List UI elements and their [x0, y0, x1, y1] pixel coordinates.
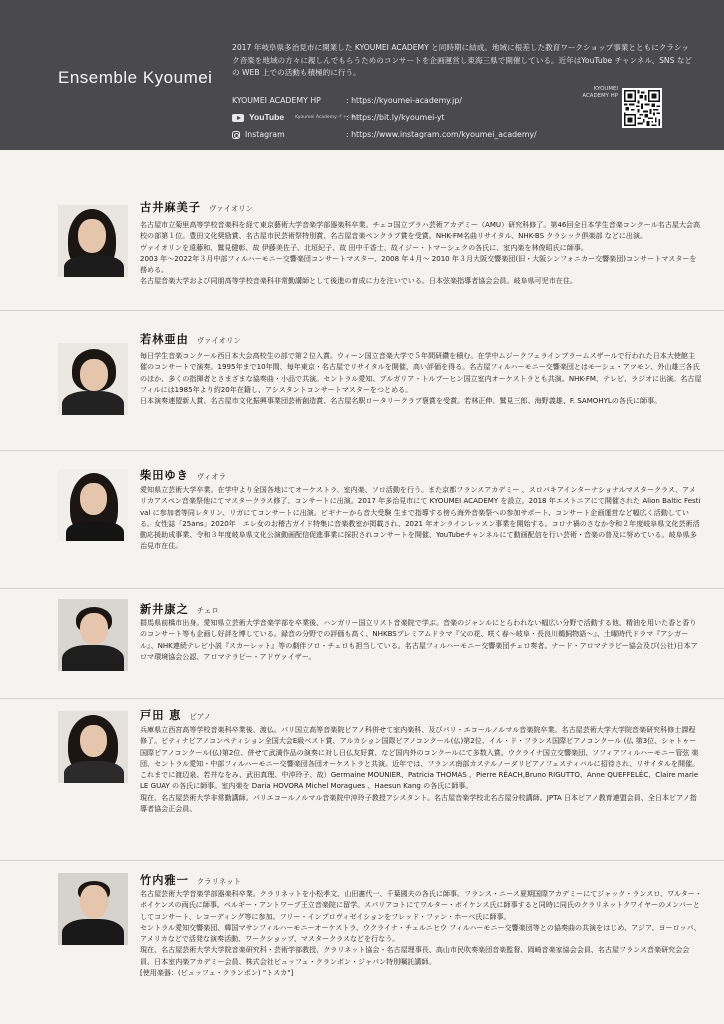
member-name: 戸田 恵 — [140, 709, 182, 722]
member-instrument: ヴァイオリン — [196, 336, 241, 345]
youtube-channel-note: Kyoumei Academy チャンネル — [295, 115, 361, 120]
member-bio: 名古屋芸術大学音楽学部器楽科卒業。クラリネットを小松孝文、山田憲代一、千葉國夫の各氏に師事。フランス・ニース夏期国際アカデミーにてジャック・ランスロ、ワルター・ボイケンスの両氏に師事。ベルギー・アントワープ王立音楽院に留学。スパリアコトにてワルター・ボイケンス氏に師事すると同時に同氏のクラリネットクワイヤーのメンバーとしてコンサート、レコーディング等に参加。フリー・インプロヴィゼイションをフレッド・ファン・ホーベ氏に師事。 セントラル愛知交響楽団、韓国マサンフィルハーモニーオーケストラ、ウクライナ・チェルニヒウ フィルハーモニー交響楽団等との協奏曲の共演をはじめ、アジア、ヨーロッパ、アメリカなどで活発な演奏活動、ワークショップ、マスタークラスなどを行なう。 現在、名古屋芸術大学大学院音楽研究科・芸術学部教授、クラリネット協会・名古屋理事長、高山市民吹奏楽団音楽監督、岡崎音楽家協会会員、名古屋フランス音楽研究会会員、日本室内楽アカデミー会員、株式会社ビュッフェ・クランポン・ジャパン特別嘱託講師。 [使用楽器：(ビュッフェ・クランポン) "トスカ"] — [140, 889, 702, 978]
member-block — [0, 450, 724, 583]
member-heading — [140, 601, 219, 617]
member-block — [0, 175, 724, 305]
member-block — [0, 698, 724, 864]
link-label-hp: KYOUMEI ACADEMY HP — [232, 96, 321, 105]
member-name: 竹内雅一 — [140, 874, 189, 887]
member-heading — [140, 872, 241, 888]
member-name: 古井麻美子 — [140, 201, 201, 214]
member-photo — [58, 343, 128, 415]
member-bio: 毎日学生音楽コンクール西日本大会高校生の部で第２位入賞。ウィーン国立音楽大学で５年間研鑽を積む。在学中ムジークフェラインブラームスザールで行われた日本大使館主催のコンサートで演奏。1995年まで10年間、毎年東京・名古屋でリサイタルを開催、高い評価を得る。名古屋フィルハーモニー交響楽団とはモーシェ・アツモン、外山雄三各氏のほか、多くの指揮者とさまざまな協奏曲・小品で共演。セントラル愛知、ブルガリア・トルブーヒン国立室内オーケストラとも共演。NHK-FM、テレビ、ラジオに出演。名古屋フィルには1985年より約20年在籍し、アシスタントコンサートマスターをつとめる。 日本演奏連盟新人賞、名古屋市文化振興事業団芸術創造賞、名古屋名駅ロータリークラブ褒賞を受賞。若林正伸、鷲見三郎、海野義雄、F. SAMOHYLの各氏に師事。 — [140, 351, 702, 406]
member-heading — [140, 331, 241, 347]
member-photo — [58, 711, 128, 783]
member-heading — [140, 467, 226, 483]
qr-code-icon[interactable] — [622, 88, 662, 128]
link-url-youtube[interactable]: : https://bit.ly/kyoumei-yt — [346, 113, 445, 122]
link-label-youtube: YouTube Kyoumei Academy チャンネル — [232, 109, 360, 126]
link-url-instagram[interactable]: : https://www.instagram.com/kyoumei_academy/ — [346, 130, 537, 139]
member-photo — [58, 873, 128, 945]
member-bio: 兵庫県立西宮高等学校音楽科卒業後、渡仏。パリ国立高等音楽院ピアノ科併せて室内楽科、及びパリ・エコールノルマル音楽院卒業。名古屋芸術大学大学院音楽研究科修士課程修了。ピティナピアノコンペティション全国大会E級ベスト賞、アルカション国際ピアノコンクール(仏)第2位、イル・ド・フランス国際ピアノコンクール (仏 第3位、シャトゥー国際ピアノコンクール(仏)第2位、併せて武満作品の演奏に対し日仏友好賞、など国内外のコンクールにて多数入賞。ウクライナ国立交響楽団、ソフィアフィルハーモニー管弦 楽団、セントラル愛知・中部フィルハーモニー交響楽団各団オーケストラと共演。近年では、フランス南部カステルノーダリピアノフェスティバルに招待され、リサイタルを開催。これまでに渡辺泉、若井なをみ、武田真理、中沖玲子、故）Germaine MOUNIER、Patricia THOMAS 、Pierre RÉACH,Bruno RIGUTTO、Anne QUEFFELÉC、Claire marie LE GUAY の各氏に師事。室内楽を Daria HOVORA Michel Moragues 、Haesun Kang の各氏に師事。 現在、名古屋芸術大学非常勤講師。パリエコールノルマル音楽院中沖玲子教授アシスタント。名古屋音楽学校北名古屋分校講師。JPTA 日本ピアノ教育連盟会員、全日本ピアノ指導者協会正会員。 — [140, 725, 700, 814]
link-row-youtube[interactable] — [232, 109, 592, 126]
member-instrument: チェロ — [196, 606, 219, 615]
youtube-icon — [232, 114, 244, 122]
member-name: 柴田ゆき — [140, 469, 189, 482]
member-bio: 愛知県立芸術大学卒業。在学中より全国各地にてオーケストラ、室内楽、ソロ活動を行う。また京都フランスアカデミー 、スロバキアインターナショナルマスタークラス、アメリカアスペン音楽祭他にてマスタークラス修了、コンサートに出演。2017 年多治見市にて KYOUMEI ACADEMY を設立。2018 年エストニアにて開催された Alion Baltic Festival に参加者等同レタリン、リガにてコンサートに出演。ビギナーから音大受験 生まで指導する傍ら海外音楽祭への参加サポート、コンサート企画運営など幅広く活動している。女性誌「25ans」2020年 エレ女のお稽古ガイド特集に音楽教室が掲載され、2021 年オンラインレッスン事業を開始する。コロナ禍のさなか令和２年度岐阜県文化芸術活動応援助成事業、令和３年度岐阜県文化公演動画配信促進事業に採択されコンサートを開催、YouTubeチャンネルにて動画配信を行い芸術・音楽の普及に努めている。岐阜県多治見市在住。 — [140, 485, 701, 551]
member-photo — [58, 599, 128, 671]
link-label-instagram: Instagram — [232, 126, 285, 143]
member-instrument: ヴァイオリン — [208, 204, 254, 213]
header-band — [0, 0, 724, 150]
member-heading — [140, 199, 253, 215]
link-list — [232, 92, 592, 143]
instagram-icon — [232, 131, 240, 139]
ensemble-intro: 2017 年岐阜県多治見市に開業した KYOUMEI ACADEMY と同時期に結成。地域に根差した教育ワークショップ事業とともにクラシック音楽を地域の方々に親しんでもらうためのコンサートを企画運営し東海三県で開催している。近年はYouTube チャンネル、SNS などの WEB 上での活動も積極的に行う。 — [232, 43, 693, 77]
member-name: 新井康之 — [140, 603, 189, 616]
member-instrument: クラリネット — [196, 877, 241, 886]
member-block — [0, 588, 724, 689]
ensemble-name: Ensemble Kyoumei — [58, 68, 213, 87]
member-block — [0, 310, 724, 441]
link-url-hp[interactable]: : https://kyoumei-academy.jp/ — [346, 96, 462, 105]
member-block — [0, 860, 724, 1021]
link-row-instagram[interactable] — [232, 126, 592, 143]
member-instrument: ヴィオラ — [196, 472, 226, 481]
link-row-hp[interactable] — [232, 92, 592, 109]
member-photo — [58, 469, 128, 541]
qr-caption: KYOUMEI ACADEMY HP — [582, 86, 618, 99]
member-bio: 名古屋市立菊里高等学校音楽科を経て東京藝術大学音楽学部器楽科卒業。チェコ国立プラハ芸術アカデミー（AMU）研究科修了。第46回全日本学生音楽コンクール名古屋大会高校の部第１位。豊田文化奨励賞、名古屋市民芸術祭特別賞、名古屋音楽ペンクラブ賞を受賞。NHK-FM名曲リサイタル、NHK-BS クラシック倶楽部 などに出演。 ヴァイオリンを遠藤和、鷲見健彰、故 伊藤美佐子、北垣紀子、故 田中千香士、故イジー・トマーシェクの各氏に、室内楽を林俊昭氏に師事。 2003 年～2022年３月中部フィルハーモニー交響楽団コンサートマスター、2008 年４月～ 2010 年３月大阪交響楽団(旧・大阪シンフォニカー交響楽団)コンサートマスターを務める。 名古屋音楽大学および同朋高等学校音楽科非常勤講師として後進の育成に力を注いでいる。日本弦楽指導者協会会員。岐阜県可児市在住。 — [140, 220, 701, 286]
member-bio: 群馬県前橋市出身。愛知県立芸術大学音楽学部を卒業後、ハンガリー国立リスト音楽院で学ぶ。音楽のジャンルにとらわれない幅広い分野で活動する他、精油を用いた香と香りのコンサート等も企画し好評を博している。録音の分野での評価も高く、NHKBSプレミアムドラマ『父の花、咲く春～岐阜・長良川鵜飼物語～』、土曜時代ドラマ『アシガール』、NHK連続テレビ小説『スカーレット』等の劇伴ソロ・チェロも担当している。名古屋フィルハーモニー交響楽団チェロ奏者。ナード・アロマテラピー協会及び(公社)日本アロマ環境協会公認、アロマテラピー・アドヴァイザー。 — [140, 618, 698, 661]
member-heading — [140, 707, 211, 723]
member-instrument: ピアノ — [189, 712, 212, 721]
member-photo — [58, 205, 128, 277]
member-name: 若林亜由 — [140, 333, 189, 346]
